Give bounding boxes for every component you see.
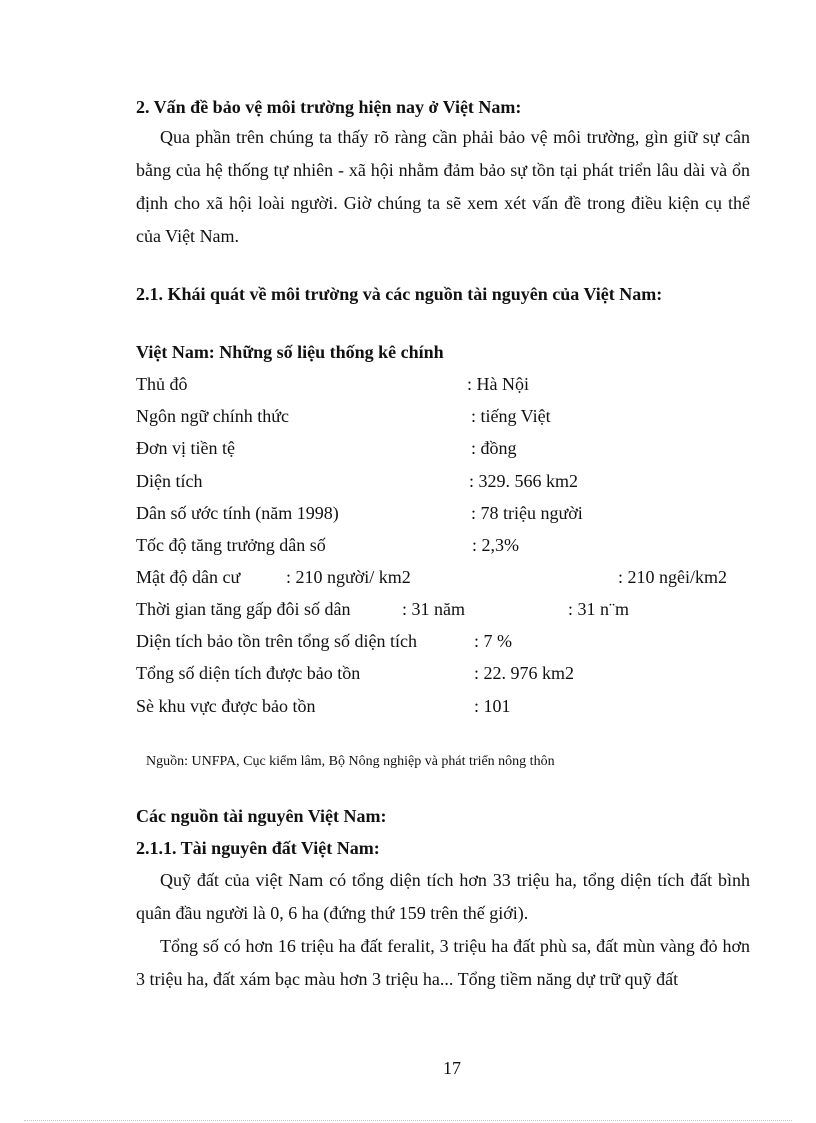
land-paragraph-2: Tổng số có hơn 16 triệu ha đất feralit, 3 triệu ha đất phù sa, đất mùn vàng đỏ hơn 3 triệu ha, đất xám bạc màu hơn 3 triệu ha... Tổng tiềm năng dự trữ quỹ đất: [136, 936, 750, 989]
stat-value: : đồng: [471, 438, 517, 458]
stat-label: Sè khu vực được bảo tồn: [136, 696, 316, 716]
stat-value: : 2,3%: [472, 535, 519, 555]
section-2-heading: 2. Vấn đề bảo vệ môi trường hiện nay ở Việt Nam:: [136, 97, 522, 117]
stat-label: Tổng số diện tích được bảo tồn: [136, 663, 361, 683]
stat-label: Mật độ dân cư: [136, 567, 241, 587]
section-2-1-heading: 2.1. Khái quát về môi trường và các nguồn tài nguyên của Việt Nam:: [136, 284, 663, 304]
stats-source: Nguồn: UNFPA, Cục kiểm lâm, Bộ Nông nghiệp và phát triển nông thôn: [146, 754, 555, 769]
stat-value: : 31 năm: [402, 599, 465, 619]
stat-value: : 78 triệu người: [471, 503, 583, 523]
page-bottom-divider: [24, 1120, 792, 1121]
stat-value: : 22. 976 km2: [474, 663, 575, 683]
stat-value: : 101: [474, 696, 511, 716]
stat-label: Ngôn ngữ chính thức: [136, 406, 289, 426]
stat-label: Diện tích bảo tồn trên tổng số diện tích: [136, 631, 417, 651]
stat-value: : Hà Nội: [467, 374, 529, 394]
stat-label: Thời gian tăng gấp đôi số dân: [136, 599, 351, 619]
page-number: 17: [443, 1058, 461, 1078]
stat-value: : tiếng Việt: [471, 406, 551, 426]
stat-value: : 210 người/ km2: [286, 567, 411, 587]
stat-value: : 329. 566 km2: [469, 471, 579, 491]
stat-value-duplicate: : 31 n¨m: [568, 599, 629, 619]
stat-label: Tốc độ tăng trưởng dân số: [136, 535, 326, 555]
land-resources-heading: 2.1.1. Tài nguyên đất Việt Nam:: [136, 838, 380, 858]
stat-label: Đơn vị tiền tệ: [136, 438, 235, 458]
stat-label: Thủ đô: [136, 374, 188, 394]
stat-label: Diện tích: [136, 471, 203, 491]
stat-value-duplicate: : 210 ngêi/km2: [618, 567, 727, 587]
stats-title: Việt Nam: Những số liệu thống kê chính: [136, 342, 444, 362]
section-2-paragraph: Qua phần trên chúng ta thấy rõ ràng cần phải bảo vệ môi trường, gìn giữ sự cân bằng của hệ thống tự nhiên - xã hội nhằm đảm bảo sự tồn tại phát triển lâu dài và ổn định cho xã hội loài người. Giờ chúng ta sẽ xem xét vấn đề trong điều kiện cụ thể của Việt Nam.: [136, 127, 750, 246]
stat-value: : 7 %: [474, 631, 512, 651]
resources-heading: Các nguồn tài nguyên Việt Nam:: [136, 806, 387, 826]
land-paragraph-1: Quỹ đất của việt Nam có tổng diện tích hơn 33 triệu ha, tổng diện tích đất bình quân đầu người là 0, 6 ha (đứng thứ 159 trên thế giới).: [136, 870, 750, 923]
stat-label: Dân số ước tính (năm 1998): [136, 503, 339, 523]
